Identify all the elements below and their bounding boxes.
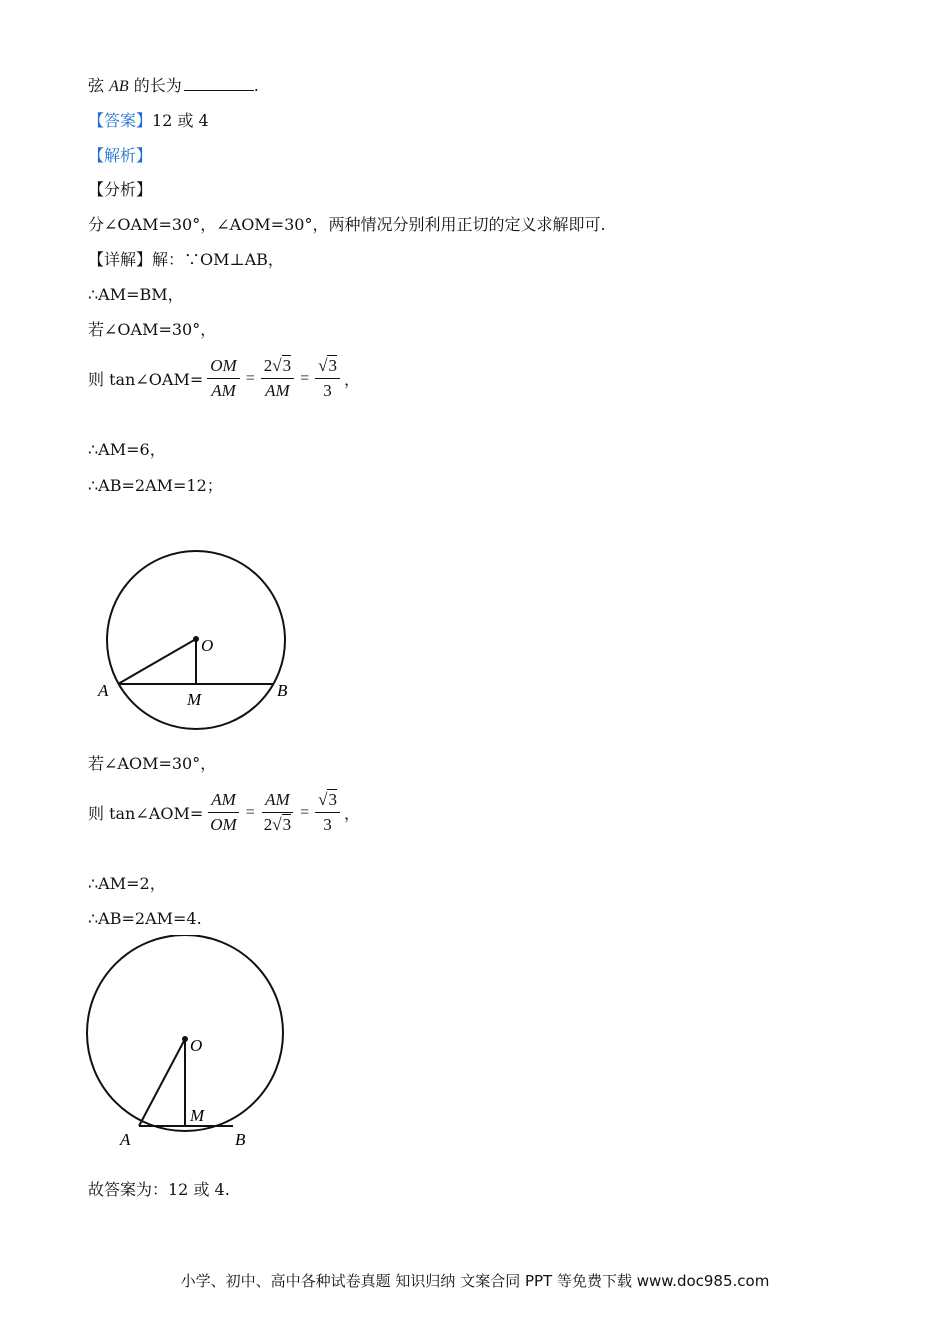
- eq1-fraction-1: [207, 356, 239, 401]
- answer-line: [88, 111, 209, 131]
- eq2-fraction-1: [207, 790, 239, 835]
- eq2-equals-2: =: [300, 803, 310, 821]
- eq2-f2-num: AM: [262, 790, 293, 813]
- eq2-f1-den: OM: [210, 815, 237, 834]
- eq1-f1-den: AM: [211, 381, 236, 400]
- figure1-label-m: M: [187, 690, 202, 709]
- sqrt-symbol: √3: [318, 790, 337, 809]
- analysis-tag: 【解析】: [88, 146, 153, 165]
- eq2-f2-coef: 2: [263, 815, 273, 834]
- figure2-center-dot: [182, 1036, 188, 1042]
- eq2-fraction-2: [261, 790, 294, 835]
- fenxi-text: 分∠OAM=30°，∠AOM=30°，两种情况分别利用正切的定义求解即可.: [88, 215, 606, 234]
- question-line: [88, 76, 259, 97]
- final-line: 故答案为：12 或 4.: [88, 1180, 230, 1199]
- case2-line: 若∠AOM=30°，: [88, 754, 217, 773]
- eq1-lead: 则 tan∠OAM=: [88, 370, 204, 389]
- figure1-center-dot: [193, 636, 199, 642]
- sqrt-symbol: √3: [272, 356, 292, 375]
- eq2-equals-1: =: [245, 803, 255, 821]
- eq1-tail: ，: [343, 370, 360, 389]
- figure1-label-b: B: [277, 681, 288, 700]
- eq1-fraction-2: [261, 356, 294, 401]
- eq1-f2-num: [261, 356, 294, 379]
- eq1-f2-coef: 2: [263, 356, 273, 375]
- eq1-f2-den: AM: [265, 381, 290, 400]
- eq2-lead: 则 tan∠AOM=: [88, 804, 204, 823]
- figure1-label-a: A: [98, 681, 109, 700]
- answer-text: 12 或 4: [152, 111, 209, 130]
- eq2-fraction-3: [315, 790, 340, 835]
- figure1-segment-oa: [118, 639, 196, 684]
- fenxi-tag: 【分析】: [88, 180, 153, 199]
- figure-2: [80, 935, 310, 1155]
- figure2-label-m: M: [190, 1106, 205, 1125]
- eq2-f2-rad: 3: [282, 815, 292, 834]
- answer-tag: 【答案】: [88, 111, 153, 130]
- case1-am-line: ∴AM=6，: [88, 440, 166, 459]
- eq2-tail: ，: [343, 804, 360, 823]
- question-var: AB: [109, 78, 129, 95]
- eq2-f3-rad: 3: [328, 790, 337, 809]
- figure2-segment-oa: [139, 1039, 185, 1126]
- eq1-f3-den: 3: [323, 381, 332, 400]
- figure2-label-b: B: [235, 1130, 246, 1149]
- answer-blank: [184, 76, 254, 91]
- eq2-f3-num: [315, 790, 340, 813]
- detail-text: 解：∵OM⊥AB，: [152, 250, 284, 269]
- eq2-f3-den: 3: [323, 815, 332, 834]
- sqrt-symbol: √3: [318, 356, 337, 375]
- eq1-f3-num: [315, 356, 340, 379]
- eq1-fraction-3: [315, 356, 340, 401]
- question-suffix: 的长为: [133, 76, 182, 95]
- figure2-label-o: O: [190, 1036, 203, 1055]
- eq1-f2-rad: 3: [282, 356, 292, 375]
- equation-1: [88, 356, 360, 401]
- footer-banner: 小学、初中、高中各种试卷真题 知识归纳 文案合同 PPT 等免费下载 www.doc985.com: [180, 1272, 770, 1290]
- detail-line: [88, 250, 284, 270]
- eq1-f3-rad: 3: [328, 356, 337, 375]
- eq2-f1-num: AM: [208, 790, 239, 813]
- figure1-label-o: O: [201, 636, 214, 655]
- sqrt-symbol: √3: [272, 815, 292, 834]
- detail-tag: 【详解】: [88, 250, 153, 269]
- eq1-equals-2: =: [300, 369, 310, 387]
- case2-am-line: ∴AM=2，: [88, 874, 166, 893]
- eq2-f2-den: [261, 813, 294, 835]
- case1-line: 若∠OAM=30°，: [88, 320, 217, 339]
- eq1-equals-1: =: [245, 369, 255, 387]
- case2-ab-line: ∴AB=2AM=4.: [88, 909, 202, 928]
- am-bm-line: ∴AM=BM，: [88, 285, 184, 304]
- question-prefix: 弦: [88, 76, 105, 95]
- equation-2: [88, 790, 360, 835]
- case1-ab-line: ∴AB=2AM=12；: [88, 476, 223, 495]
- figure2-label-a: A: [120, 1130, 131, 1149]
- figure-1: [90, 550, 310, 740]
- eq1-f1-num: OM: [207, 356, 239, 379]
- question-end: .: [253, 76, 259, 95]
